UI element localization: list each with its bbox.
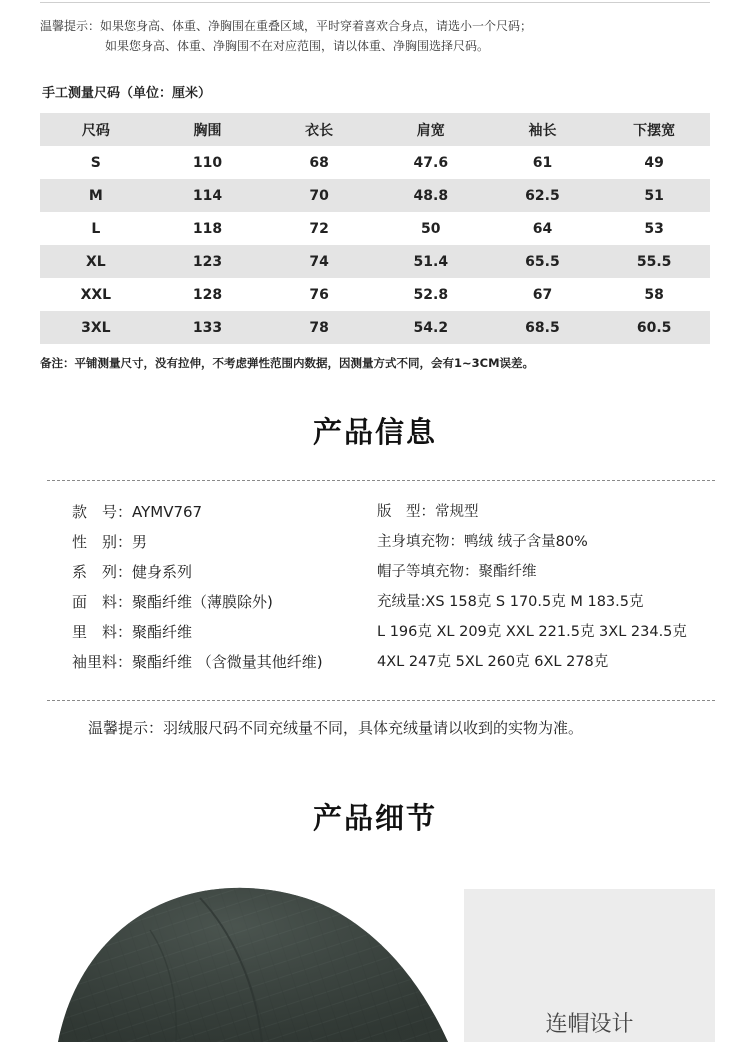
- table-cell: 133: [152, 311, 264, 344]
- detail-caption-panel: [464, 889, 715, 1042]
- product-detail-title: 产品细节: [312, 801, 437, 835]
- table-cell: 78: [263, 311, 375, 344]
- product-info-right-column: [377, 497, 687, 677]
- table-row: [40, 146, 710, 179]
- table-cell: 61: [532, 154, 553, 171]
- table-cell: 51: [598, 179, 710, 212]
- info-line: L 196克 XL 209克 XXL 221.5克 3XL 234.5克: [377, 624, 687, 640]
- measurement-note: 备注：平铺测量尺寸，没有拉伸，不考虑弹性范围内数据，因测量方式不同，会有1~3CM误差。: [40, 356, 535, 370]
- table-cell: XL: [40, 245, 152, 278]
- info-line: 版 型：常规型: [377, 504, 479, 520]
- info-line: 主身填充物：鸭绒 绒子含量80%: [377, 534, 588, 550]
- down-fill-tip: 温馨提示：羽绒服尺码不同充绒量不同，具体充绒量请以收到的实物为准。: [88, 719, 584, 737]
- table-cell: 52.8: [413, 286, 449, 303]
- table-cell: 123: [152, 245, 264, 278]
- hood-photo: [0, 870, 460, 1042]
- table-cell: 67: [532, 286, 553, 303]
- product-info-title: 产品信息: [312, 415, 437, 449]
- dashed-divider-bottom: [47, 700, 715, 701]
- table-row: [40, 311, 710, 344]
- table-cell: 64: [532, 220, 553, 237]
- column-header: 下摆宽: [598, 113, 710, 146]
- column-header: 袖长: [487, 113, 599, 146]
- detail-caption: 连帽设计: [545, 1012, 634, 1037]
- table-cell: 58: [644, 286, 664, 303]
- table-cell: 51.4: [375, 245, 487, 278]
- info-line: 面 料：聚酯纤维（薄膜除外): [72, 593, 273, 611]
- table-cell: 114: [152, 179, 264, 212]
- table-cell: 118: [192, 220, 223, 237]
- table-cell: 65.5: [487, 245, 599, 278]
- dashed-divider-top: [47, 480, 715, 481]
- table-cell: 110: [192, 154, 223, 171]
- table-cell: 68.5: [487, 311, 599, 344]
- info-line: 4XL 247克 5XL 260克 6XL 278克: [377, 654, 609, 670]
- table-cell: 48.8: [375, 179, 487, 212]
- column-header: 尺码: [40, 113, 152, 146]
- size-tip: [40, 16, 532, 56]
- table-row: [40, 278, 710, 311]
- table-cell: 74: [263, 245, 375, 278]
- size-table-header-row: [40, 113, 710, 146]
- table-cell: 76: [309, 286, 329, 303]
- table-cell: 47.6: [413, 154, 449, 171]
- table-cell: L: [91, 220, 101, 237]
- table-cell: XXL: [80, 286, 112, 303]
- info-line: 系 列：健身系列: [72, 563, 193, 581]
- top-divider: [40, 2, 710, 3]
- size-table: [40, 113, 710, 344]
- hood-jacket-image: [0, 870, 460, 1042]
- info-line: 袖里料：聚酯纤维 （含微量其他纤维): [72, 653, 323, 671]
- product-info-left-column: [72, 497, 323, 677]
- info-line: 款 号：AYMV767: [72, 503, 203, 521]
- column-header: 衣长: [263, 113, 375, 146]
- table-cell: 53: [644, 220, 664, 237]
- table-cell: 3XL: [40, 311, 152, 344]
- table-cell: 62.5: [487, 179, 599, 212]
- table-row: [40, 212, 710, 245]
- table-cell: 50: [421, 220, 441, 237]
- table-cell: 68: [309, 154, 329, 171]
- size-tip-line-1: 温馨提示：如果您身高、体重、净胸围在重叠区域，平时穿着喜欢合身点，请选小一个尺码；: [40, 19, 533, 33]
- table-row: [40, 179, 710, 212]
- table-cell: 55.5: [598, 245, 710, 278]
- info-line: 充绒量:XS 158克 S 170.5克 M 183.5克: [377, 594, 644, 610]
- table-cell: 72: [309, 220, 329, 237]
- table-cell: M: [40, 179, 152, 212]
- table-cell: 60.5: [598, 311, 710, 344]
- size-table-title: 手工测量尺码（单位：厘米）: [42, 86, 212, 101]
- column-header: 肩宽: [375, 113, 487, 146]
- info-line: 里 料：聚酯纤维: [72, 623, 193, 641]
- table-cell: 70: [263, 179, 375, 212]
- table-cell: 128: [192, 286, 223, 303]
- info-line: 性 别：男: [72, 533, 148, 551]
- info-line: 帽子等填充物：聚酯纤维: [377, 564, 537, 580]
- column-header: 胸围: [152, 113, 264, 146]
- table-cell: S: [90, 154, 101, 171]
- table-cell: 49: [644, 154, 664, 171]
- table-cell: 54.2: [375, 311, 487, 344]
- size-tip-line-2: 如果您身高、体重、净胸围不在对应范围，请以体重、净胸围选择尺码。: [105, 39, 490, 53]
- table-row: [40, 245, 710, 278]
